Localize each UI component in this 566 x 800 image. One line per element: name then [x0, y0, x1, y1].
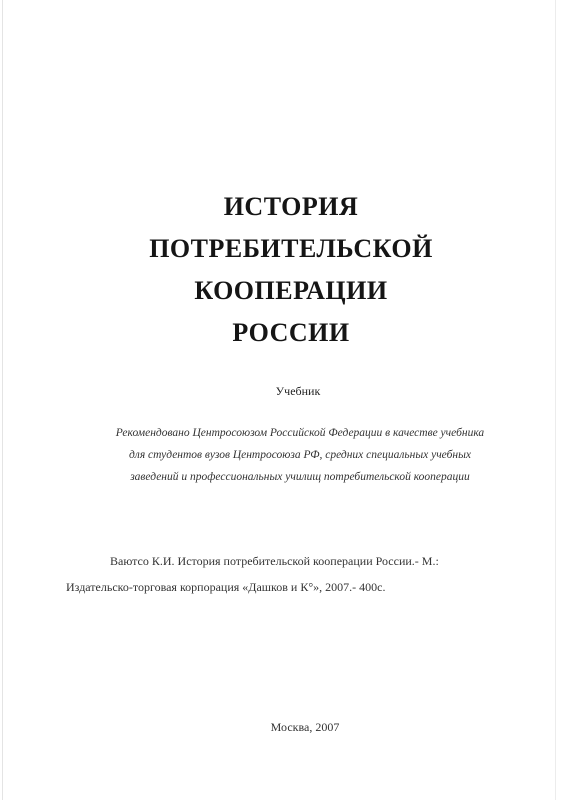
recommendation-note — [84, 422, 516, 488]
book-title — [0, 186, 566, 354]
book-genre: Учебник — [275, 384, 321, 398]
recommendation-line: Рекомендовано Центросоюзом Российской Федерации в качестве учебника — [115, 427, 485, 439]
bibliographic-citation — [66, 548, 516, 600]
recommendation-line: для студентов вузов Центросоюза РФ, средних специальных учебных — [128, 449, 472, 461]
citation-line: Ваютсо К.И. История потребительской кооперации России.- М.: — [110, 554, 439, 568]
book-title-line: ПОТРЕБИТЕЛЬСКОЙ — [149, 234, 433, 263]
citation-line: Издательско-торговая корпорация «Дашков и К°», 2007.- 400с. — [66, 580, 386, 594]
imprint-place-year: Москва, 2007 — [270, 720, 340, 734]
book-title-line: РОССИИ — [232, 318, 350, 347]
scan-border-left — [2, 0, 3, 800]
scan-border-right — [555, 0, 556, 800]
book-title-line: ИСТОРИЯ — [223, 192, 359, 221]
recommendation-line: заведений и профессиональных училищ потребительской кооперации — [130, 471, 470, 483]
book-title-line: КООПЕРАЦИИ — [194, 276, 388, 305]
